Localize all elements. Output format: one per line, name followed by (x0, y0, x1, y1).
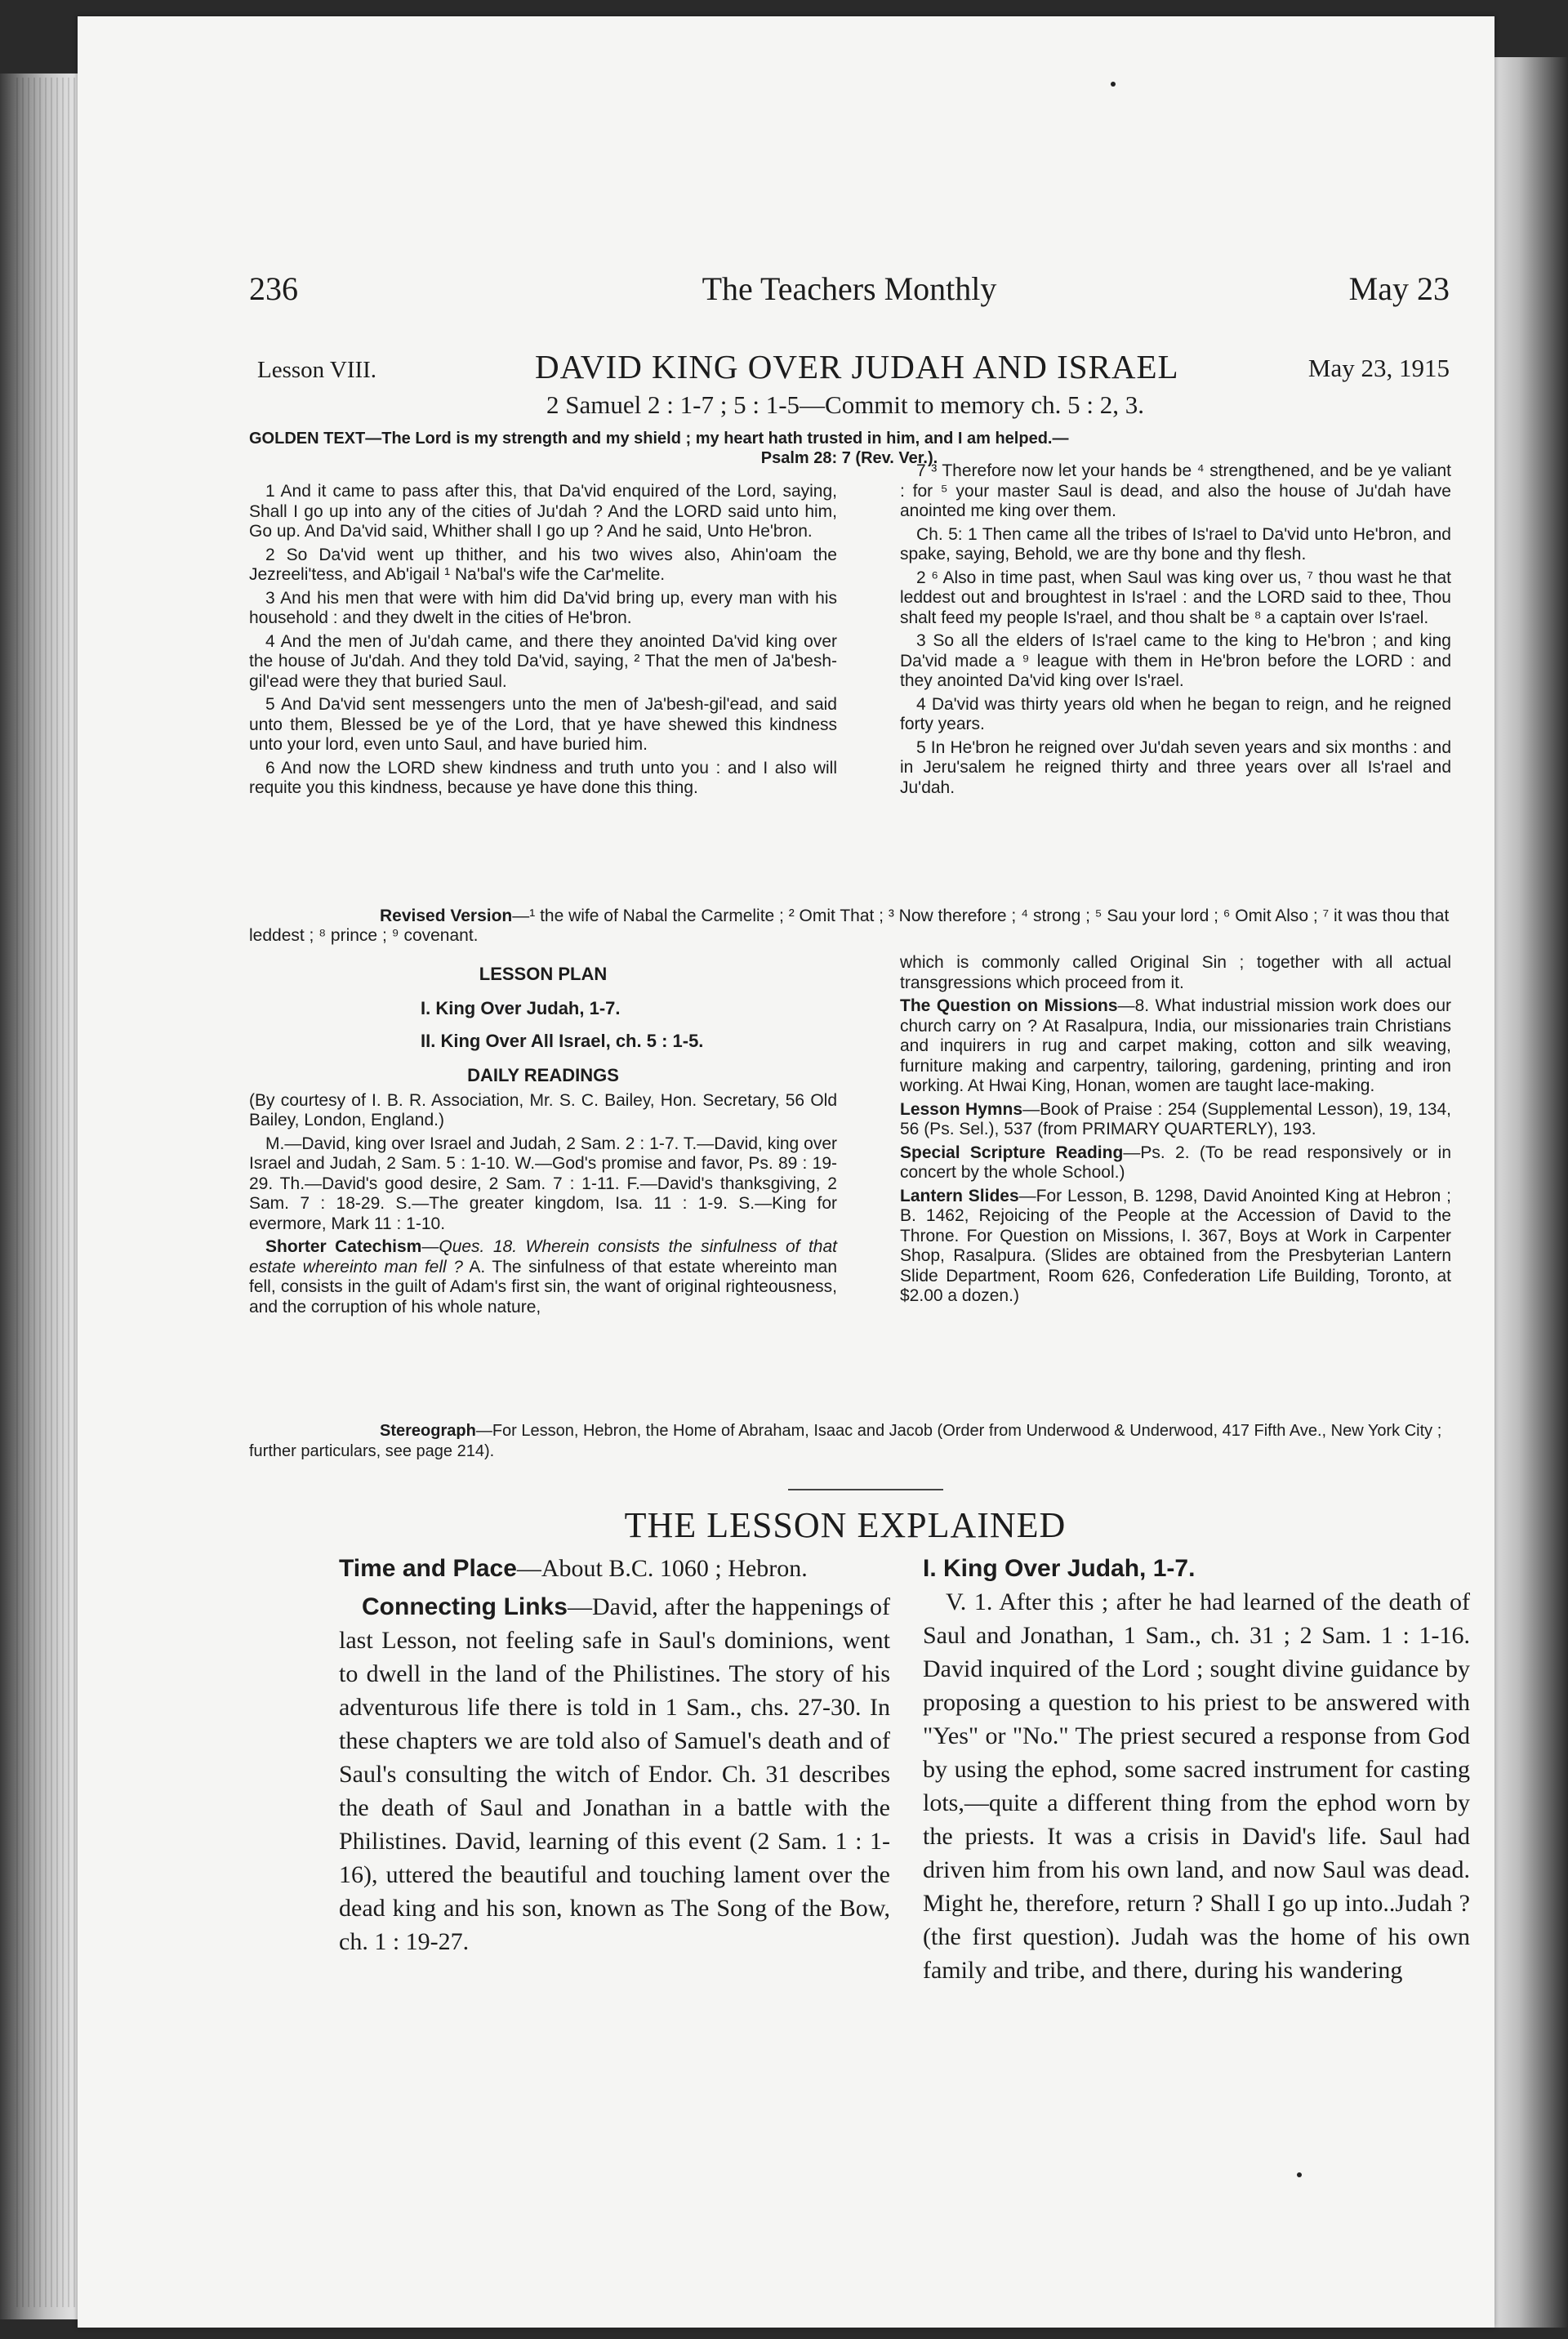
notes-column-right (900, 953, 1451, 1310)
lantern-label: Lantern Slides (900, 1186, 1019, 1205)
lesson-title: DAVID KING OVER JUDAH AND ISRAEL (535, 348, 1179, 385)
explained-column-right (923, 1552, 1470, 1987)
golden-text-body: GOLDEN TEXT—The Lord is my strength and my shield ; my heart hath trusted in him, and I am helped.— (249, 430, 1069, 448)
scripture-verse: 3 And his men that were with him did Da'vid bring up, every man with his household : and they dwelt in the cities of He'bron. (249, 588, 837, 627)
scripture-verse: 1 And it came to pass after this, that Da'vid enquired of the Lord, saying, Shall I go up into any of the cities of Ju'dah ? And the LORD said unto him, Go up. And Da'vid said, Whither shall I go up ? And he said, Unto He'bron. (249, 482, 837, 541)
scripture-verse: 7 ³ Therefore now let your hands be ⁴ strengthened, and be ye valiant : for ⁵ your master Saul is dead, and also the house of Ju'dah have anointed me king over them. (900, 461, 1451, 520)
scripture-reading-label: Special Scripture Reading (900, 1143, 1124, 1162)
missions-question (900, 996, 1451, 1097)
verse-commentary: V. 1. After this ; after he had learned of the death of Saul and Jonathan, 1 Sam., ch. 31 ; 2 Sam. 1 : 1-16. David inquired of the Lord ; sought divine guidance by proposing a question to his priest to be answered with "Yes" or "No." The priest secured a response from God by using the ephod, some sacred instrument for casting lots,—quite a different thing from the ephod worn by the priests. It was a crisis in David's life. Saul had driven him from his own land, and now Saul was dead. Might he, therefore, return ? Shall I go up into..Judah ? (the first question). Judah was the home of his own family and tribe, and there, during his wandering (923, 1588, 1470, 1984)
missions-label: The Question on Missions (900, 996, 1118, 1015)
time-and-place (339, 1552, 890, 1585)
golden-text-reference: Psalm 28: 7 (Rev. Ver.). (760, 449, 938, 467)
lesson-number: Lesson VIII. (257, 357, 377, 383)
lesson-explained-title: THE LESSON EXPLAINED (624, 1505, 1067, 1545)
lesson-plan (249, 964, 837, 1063)
running-header (249, 270, 1450, 319)
header-date: May 23 (1348, 270, 1450, 307)
missions-text: —8. What industrial mission work does our church carry on ? At Rasalpura, India, our missionaries train Christians and inquirers in rug and carpet making, cotton and silk weaving, furniture making and carpentry, tailoring, gardening, printing and iron working. At Hwai King, Honan, women are taught lace-making. (900, 996, 1451, 1095)
book-page (78, 16, 1494, 2328)
lesson-plan-item: I. King Over Judah, 1-7. (421, 998, 621, 1018)
links-text: —David, after the happenings of last Lesson, not feeling safe in Saul's dominions, went to dwell in the land of the Philistines. The story of his adventurous life there is told in 1 Sam., chs. 27-30. In these chapters we are told also of Samuel's death and of Saul's consulting the witch of Endor. Ch. 31 describes the death of Saul and Jonathan in a battle with the Philistines. David, learning of this event (2 Sam. 1 : 1-16), uttered the beautiful and touching lament over the dead king and his son, known as The Song of the Bow, ch. 1 : 19-27. (339, 1593, 890, 1955)
catechism-answer: A. The sinfulness of that estate whereinto man fell, consists in the guilt of Adam's first sin, the want of original righteousness, and the corruption of his whole nature, (249, 1257, 838, 1317)
scripture-verse: Ch. 5: 1 Then came all the tribes of Is'rael to Da'vid unto He'bron, and spake, saying, Behold, we are thy bone and thy flesh. (900, 524, 1451, 564)
scripture-verse: 2 ⁶ Also in time past, when Saul was king over us, ⁷ thou wast he that leddest out and broughtest in Is'rael : and the LORD said to thee, Thou shalt feed my people Is'rael, and thou shalt be ⁸ a captain over Is'rael. (900, 568, 1451, 627)
scripture-verse: 2 So Da'vid went up thither, and his two wives also, Ahin'oam the Jezreeli'tess, and Ab'igail ¹ Na'bal's wife the Car'melite. (249, 545, 837, 584)
scripture-column-left (249, 482, 837, 802)
lantern-text: —For Lesson, B. 1298, David Anointed King at Hebron ; B. 1462, Rejoicing of the People at the Accession of David to the Throne. For Question on Missions, I. 367, Boys at Work in Carpenter Shop, Rasalpura. (Slides are obtained from the Presbyterian Lantern Slide Department, Room 626, Confederation Life Building, Toronto, at $2.00 a dozen.) (900, 1186, 1451, 1305)
lantern-slides (900, 1187, 1451, 1307)
catechism-label: Shorter Catechism (265, 1237, 422, 1256)
daily-readings-list: M.—David, king over Israel and Judah, 2 Sam. 2 : 1-7. T.—David, king over Israel and Judah, 2 Sam. 5 : 1-10. W.—God's promise and favor, Ps. 89 : 19-29. Th.—David's good desire, 2 Sam. 7 : 1-11. F.—David's thanksgiving, 2 Sam. 7 : 18-29. S.—The greater kingdom, Isa. 11 : 1-9. S.—King for evermore, Mark 11 : 1-10. (249, 1134, 837, 1233)
time-label: Time and Place (339, 1555, 517, 1582)
lesson-scripture-ref: 2 Samuel 2 : 1-7 ; 5 : 1-5—Commit to memory ch. 5 : 2, 3. (546, 390, 1144, 419)
daily-readings (249, 1066, 837, 1321)
connecting-links (339, 1590, 890, 1958)
scripture-reading-text: —Ps. 2. (To be read responsively or in concert by the whole School.) (900, 1143, 1452, 1182)
book-right-edge (1486, 57, 1568, 2328)
magazine-title: The Teachers Monthly (702, 270, 997, 307)
page-stack-edges (16, 78, 82, 2307)
shorter-catechism (249, 1237, 837, 1317)
time-text: —About B.C. 1060 ; Hebron. (516, 1555, 808, 1582)
daily-readings-courtesy: (By courtesy of I. B. R. Association, Mr. S. C. Bailey, Hon. Secretary, 56 Old Bailey, London, England.) (249, 1090, 837, 1129)
page-number: 236 (249, 270, 298, 307)
lesson-date: May 23, 1915 (1307, 354, 1450, 382)
stereograph-label: Stereograph (380, 1422, 476, 1440)
links-label: Connecting Links (362, 1593, 568, 1620)
explained-column-left (339, 1552, 890, 1958)
hymns-label: Lesson Hymns (900, 1099, 1023, 1119)
hymns-text: —Book of Praise : 254 (Supplemental Lesson), 19, 134, 56 (Ps. Sel.), 537 (from PRIMARY QUARTERLY), 193. (900, 1099, 1451, 1138)
scripture-verse: 3 So all the elders of Is'rael came to the king to He'bron ; and king Da'vid made a ⁹ league with them in He'bron before the LORD : and they anointed Da'vid king over Is'rael. (900, 631, 1451, 690)
ink-speck (1111, 82, 1116, 87)
stereograph-text: —For Lesson, Hebron, the Home of Abraham, Isaac and Jacob (Order from Underwood & Underwood, 417 Fifth Ave., New York City ; further particulars, see page 214). (249, 1422, 1442, 1460)
lesson-plan-item: II. King Over All Israel, ch. 5 : 1-5. (421, 1031, 704, 1051)
revised-version-label: Revised Version (380, 907, 513, 925)
scripture-verse: 5 In He'bron he reigned over Ju'dah seven years and six months : and in Jeru'salem he reigned thirty and three years over all Is'rael and Ju'dah. (900, 737, 1451, 797)
special-scripture-reading (900, 1143, 1451, 1183)
revised-version-text: —¹ the wife of Nabal the Carmelite ; ² Omit That ; ³ Now therefore ; ⁴ strong ; ⁵ Sau your lord ; ⁶ Omit Also ; ⁷ it was thou that leddest ; ⁸ prince ; ⁹ covenant. (249, 907, 1450, 945)
lesson-heading (257, 347, 1450, 388)
ink-speck (1297, 2172, 1302, 2177)
catechism-continued: which is commonly called Original Sin ; together with all actual transgressions which proceed from it. (900, 953, 1451, 992)
scripture-verse: 6 And now the LORD shew kindness and truth unto you : and I also will requite you this kindness, because ye have done this thing. (249, 758, 837, 797)
scripture-column-right (900, 461, 1451, 801)
lesson-hymns (900, 1100, 1451, 1140)
section-divider (788, 1489, 943, 1490)
lesson-plan-heading: LESSON PLAN (479, 964, 608, 984)
scripture-verse: 4 And the men of Ju'dah came, and there they anointed Da'vid king over the house of Ju'dah. And they told Da'vid, saying, ² That the men of Ja'besh-gil'ead were they that buried Saul. (249, 631, 837, 691)
scripture-verse: 5 And Da'vid sent messengers unto the men of Ja'besh-gil'ead, and said unto them, Blessed be ye of the Lord, that ye have shewed this kindness unto your lord, even unto Saul, and have buried him. (249, 695, 837, 754)
daily-readings-heading: DAILY READINGS (467, 1065, 619, 1085)
catechism-question: —Ques. 18. Wherein consists the sinfulness of that estate whereinto man fell ? (249, 1237, 837, 1276)
scripture-verse: 4 Da'vid was thirty years old when he began to reign, and he reigned forty years. (900, 694, 1451, 733)
stereograph-note (249, 1421, 1450, 1462)
revised-version-notes (249, 907, 1450, 946)
section-heading: I. King Over Judah, 1-7. (923, 1555, 1196, 1582)
